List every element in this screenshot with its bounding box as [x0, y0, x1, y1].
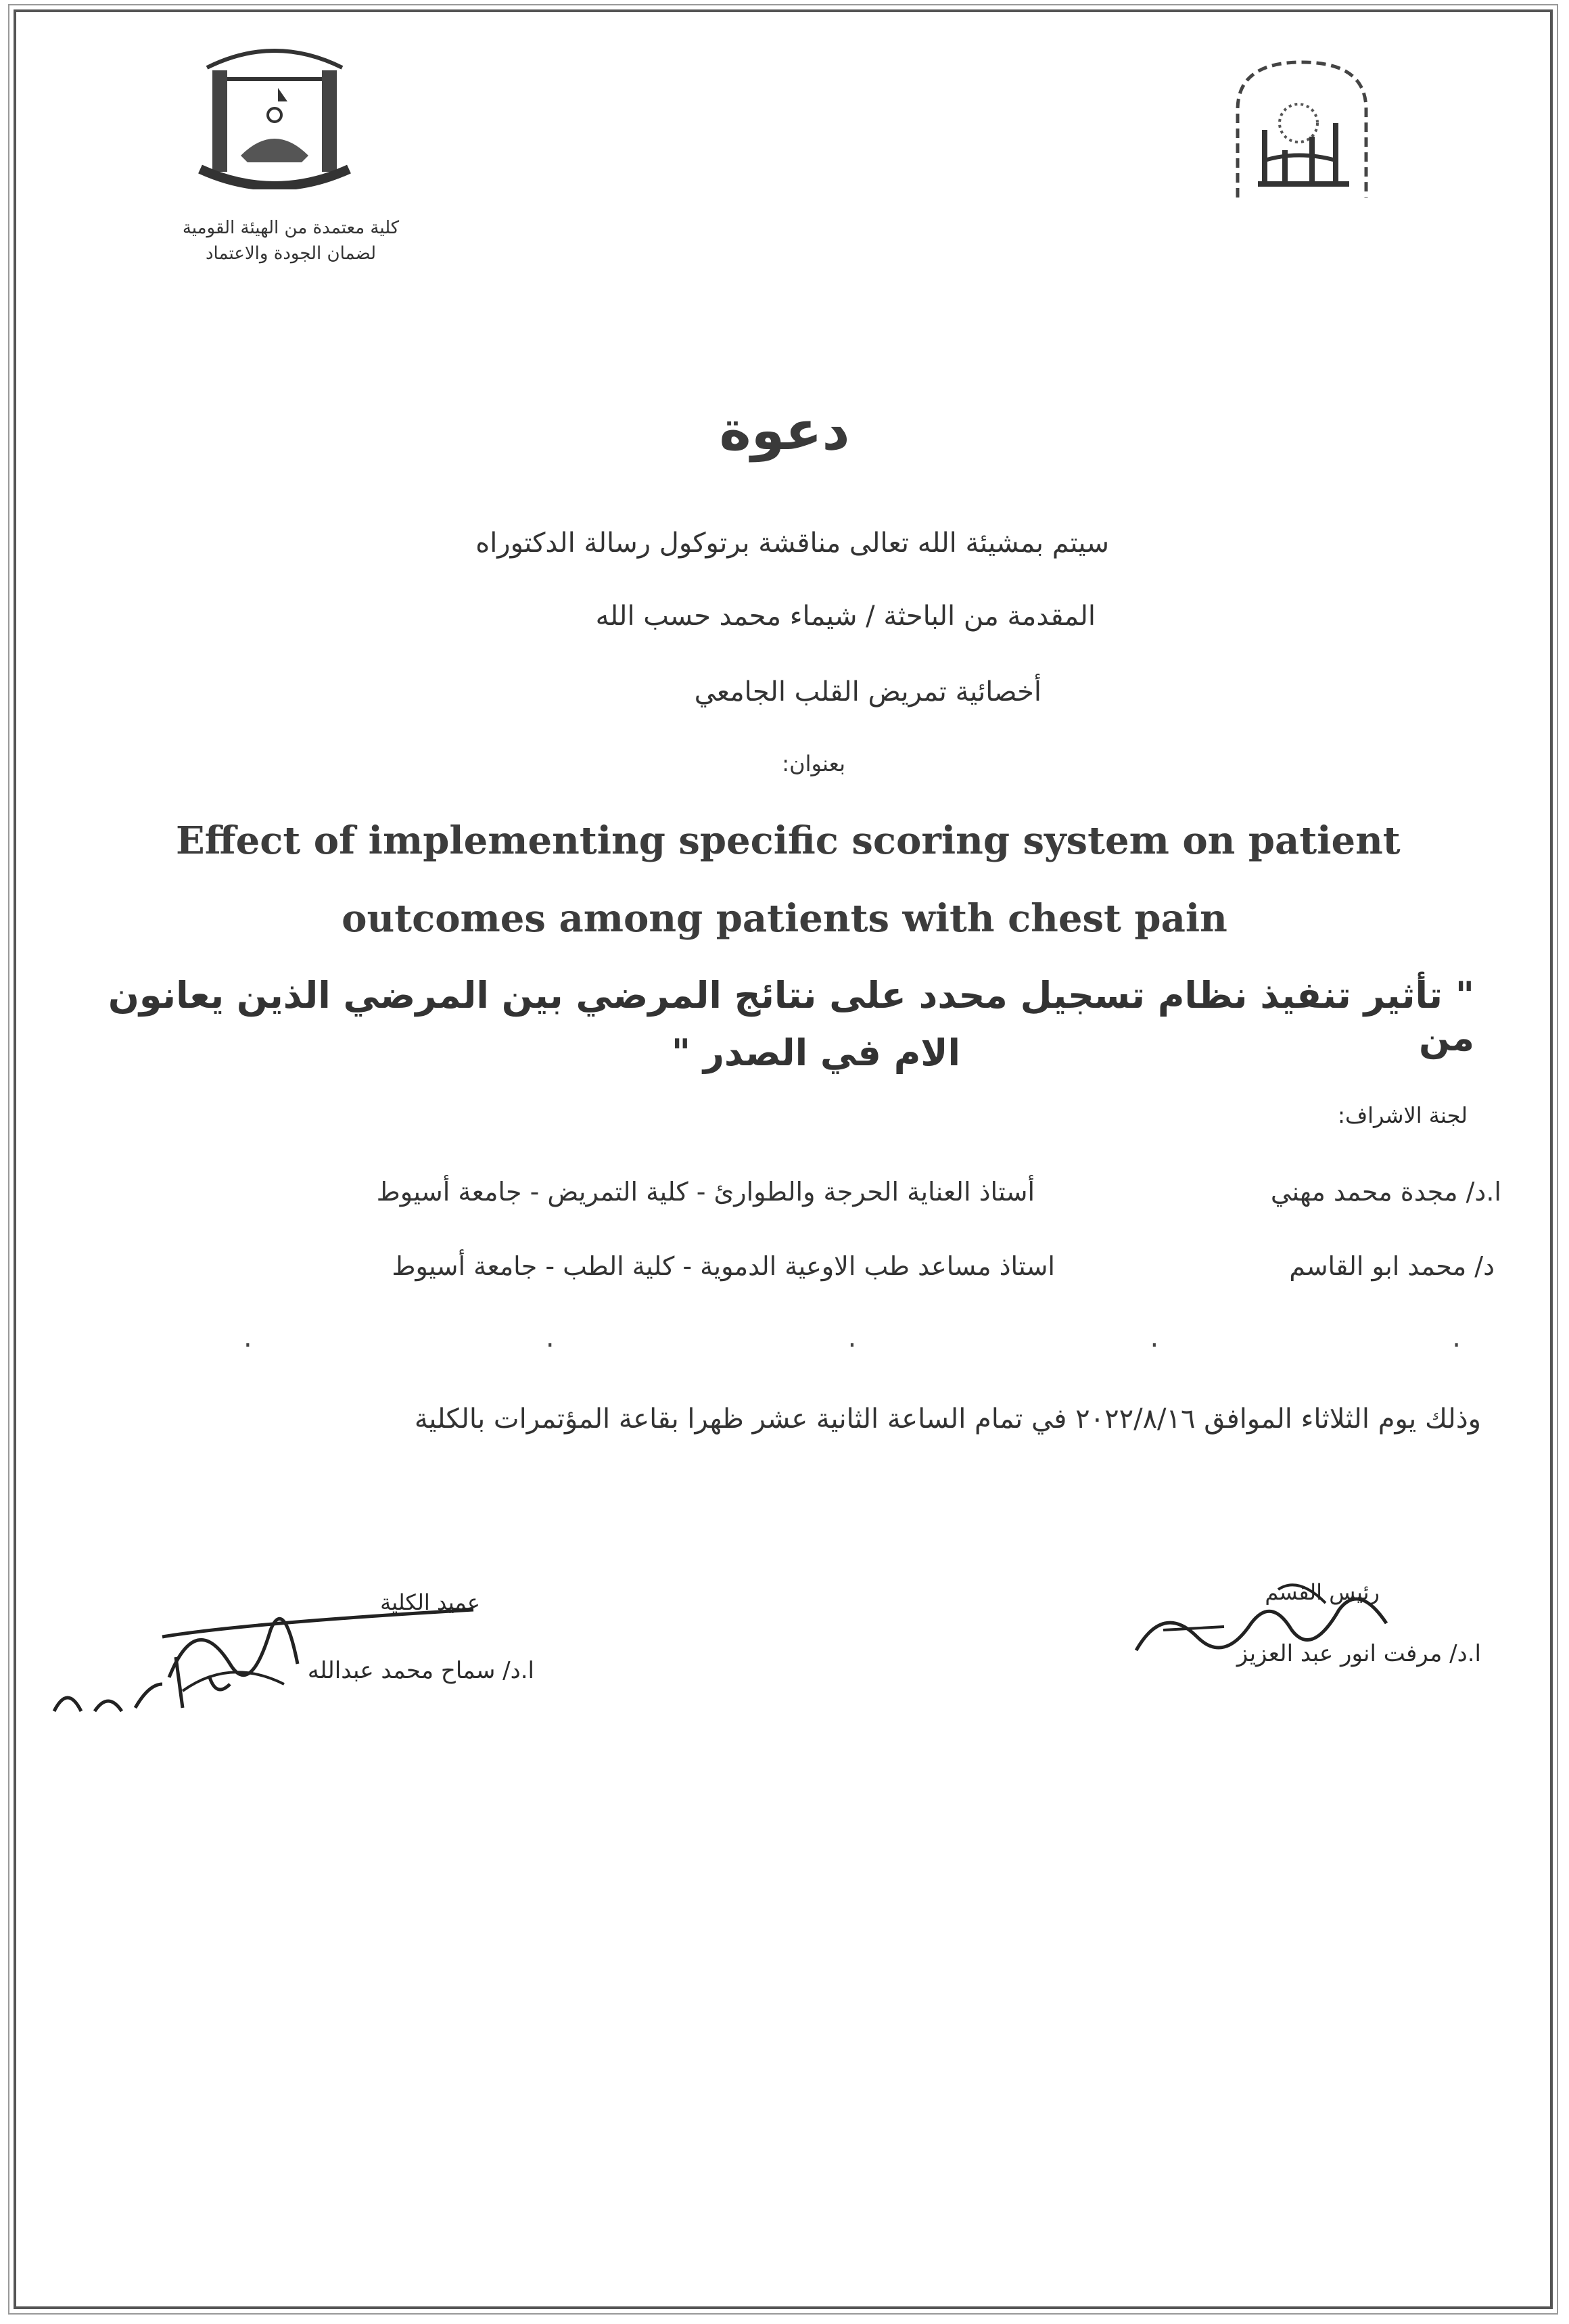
intro-line-1: سيتم بمشيئة الله تعالى مناقشة برتوكول رسالة الدكتوراه — [475, 528, 1109, 559]
committee-label: لجنة الاشراف: — [1338, 1102, 1468, 1128]
dot: . — [1150, 1322, 1159, 1353]
title-label: بعنوان: — [782, 751, 845, 776]
invitation-heading: دعوة — [719, 399, 850, 462]
accreditation-caption-line1: كلية معتمدة من الهيئة القومية — [182, 218, 400, 238]
accreditation-caption-line2: لضمان الجودة والاعتماد — [205, 243, 377, 264]
committee-member-1-role: أستاذ العناية الحرجة والطوارئ - كلية التمريض - جامعة أسيوط — [376, 1177, 1035, 1207]
dot: . — [243, 1322, 252, 1353]
faculty-of-nursing-logo — [193, 41, 356, 189]
committee-member-2-role: استاذ مساعد طب الاوعية الدموية - كلية الطب - جامعة أسيوط — [392, 1251, 1055, 1281]
title-english-line-2: outcomes among patients with chest pain — [342, 896, 1227, 941]
assiut-university-logo — [1224, 49, 1380, 204]
committee-member-1-name: ا.د/ مجدة محمد مهني — [1270, 1177, 1501, 1207]
accreditation-caption — [156, 215, 426, 266]
document-border — [14, 9, 1553, 2309]
title-arabic-line-2: الام في الصدر " — [671, 1031, 960, 1074]
title-english-line-1: Effect of implementing specific scoring system on patient — [176, 818, 1401, 863]
dot: . — [1452, 1322, 1461, 1353]
dean-title: عميد الكلية — [380, 1589, 480, 1615]
schedule-line: وذلك يوم الثلاثاء الموافق ٢٠٢٢/٨/١٦ في تمام الساعة الثانية عشر ظهرا بقاعة المؤتمرات بالكلية — [414, 1403, 1481, 1435]
placeholder-dots — [243, 1322, 1461, 1353]
department-head-name: ا.د/ مرفت انور عبد العزيز — [1236, 1640, 1481, 1667]
intro-line-3: أخصائية تمريض القلب الجامعي — [694, 676, 1041, 707]
department-head-title: رئيس القسم — [1265, 1579, 1380, 1605]
dot: . — [545, 1322, 555, 1353]
dot: . — [847, 1322, 857, 1353]
committee-member-2-name: د/ محمد ابو القاسم — [1289, 1251, 1495, 1281]
intro-line-2: المقدمة من الباحثة / شيماء محمد حسب الله — [595, 601, 1096, 632]
title-arabic-line-1: " تأثير تنفيذ نظام تسجيل محدد على نتائج المرضي بين المرضي الذين يعانون من — [108, 974, 1474, 1059]
dean-name: ا.د/ سماح محمد عبدالله — [307, 1657, 534, 1684]
